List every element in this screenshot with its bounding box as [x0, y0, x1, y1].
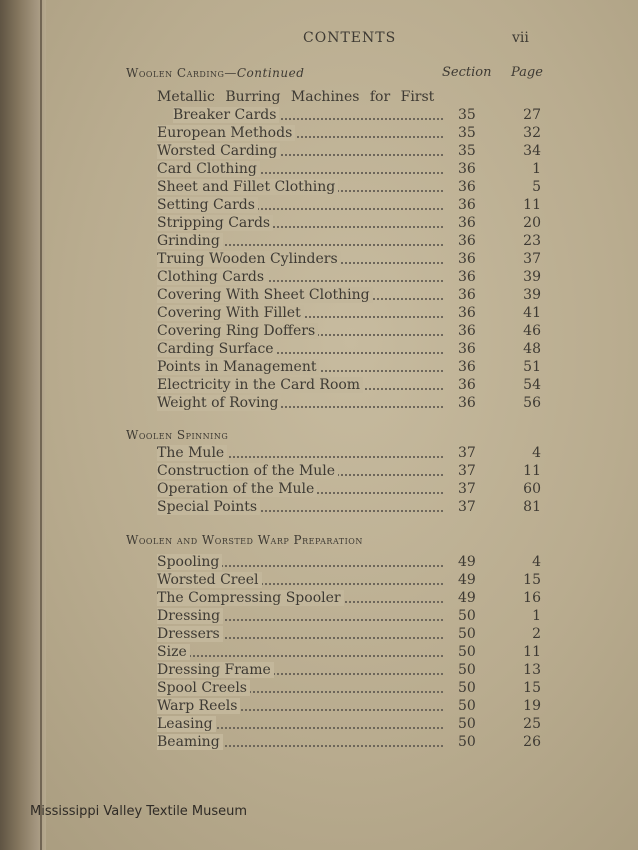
toc-entry-section: 37 — [458, 445, 476, 461]
toc-entry-title: Dressing — [157, 608, 223, 624]
toc-entry-title: The Compressing Spooler — [157, 590, 344, 606]
toc-entry-section: 36 — [458, 179, 476, 195]
toc-entry-page: 51 — [523, 359, 541, 375]
toc-entry — [157, 625, 447, 643]
toc-entry-page: 46 — [523, 323, 541, 339]
toc-entry-page: 54 — [523, 377, 541, 393]
spine-fold — [40, 0, 42, 850]
toc-entry-page: 32 — [523, 125, 541, 141]
toc-entry-section: 49 — [458, 554, 476, 570]
toc-entry-title: Carding Surface — [157, 341, 277, 357]
toc-entry-title: The Mule — [157, 445, 227, 461]
toc-entry-page: 1 — [532, 161, 541, 177]
toc-entry-section: 36 — [458, 287, 476, 303]
toc-entry — [157, 480, 447, 498]
section-heading — [126, 428, 228, 442]
toc-entry — [157, 160, 447, 178]
toc-entry — [157, 571, 447, 589]
toc-entry-title: Construction of the Mule — [157, 463, 338, 479]
page-title: CONTENTS — [303, 30, 397, 46]
section-heading-title: Woolen Spinning — [126, 428, 229, 442]
toc-entry-section: 37 — [458, 481, 476, 497]
toc-entry-page: 41 — [523, 305, 541, 321]
toc-entry-page: 26 — [523, 734, 541, 750]
toc-entry-title: Size — [157, 644, 190, 660]
toc-entry — [157, 661, 447, 679]
toc-entry-section: 36 — [458, 161, 476, 177]
toc-entry-title: Electricity in the Card Room — [157, 377, 363, 393]
toc-entry — [157, 607, 447, 625]
toc-entry-section: 50 — [458, 680, 476, 696]
section-heading-continued: —Continued — [224, 66, 305, 80]
toc-entry-title: Beaming — [157, 734, 223, 750]
toc-entry-title: Spool Creels — [157, 680, 250, 696]
toc-entry — [157, 358, 447, 376]
toc-entry — [157, 498, 447, 516]
toc-entry-page: 13 — [523, 662, 541, 678]
toc-entry-page: 4 — [532, 445, 541, 461]
toc-entry — [157, 340, 447, 358]
toc-entry-page: 60 — [523, 481, 541, 497]
toc-entry-section: 36 — [458, 251, 476, 267]
toc-entry-title: Weight of Roving — [157, 395, 281, 411]
toc-entry-title: Special Points — [157, 499, 260, 515]
toc-entry — [157, 250, 447, 268]
toc-entry-section: 50 — [458, 644, 476, 660]
toc-entry-page: 19 — [523, 698, 541, 714]
toc-entry-section: 50 — [458, 626, 476, 642]
toc-entry-section: 36 — [458, 269, 476, 285]
page-column-header: Page — [511, 65, 543, 80]
toc-entry-page: 16 — [523, 590, 541, 606]
toc-entry — [157, 124, 447, 142]
toc-entry-page: 23 — [523, 233, 541, 249]
toc-entry — [157, 643, 447, 661]
toc-entry — [157, 679, 447, 697]
toc-entry-page: 81 — [523, 499, 541, 515]
toc-entry-section: 36 — [458, 233, 476, 249]
toc-entry — [157, 553, 447, 571]
toc-entry-page: 34 — [523, 143, 541, 159]
toc-entry — [157, 178, 447, 196]
toc-entry — [157, 394, 447, 412]
watermark: Mississippi Valley Textile Museum — [30, 804, 248, 819]
toc-entry-page: 56 — [523, 395, 541, 411]
toc-entry — [157, 88, 447, 106]
toc-entry — [157, 376, 447, 394]
toc-entry-page: 2 — [532, 626, 541, 642]
toc-entry-page: 11 — [523, 644, 541, 660]
toc-entry-title: Warp Reels — [157, 698, 240, 714]
toc-entry — [157, 462, 447, 480]
toc-entry-page: 20 — [523, 215, 541, 231]
toc-entry-title: Worsted Creel — [157, 572, 262, 588]
toc-entry-section: 36 — [458, 395, 476, 411]
toc-entry-section: 50 — [458, 662, 476, 678]
toc-entry-page: 25 — [523, 716, 541, 732]
toc-entry-title: Grinding — [157, 233, 223, 249]
toc-entry-title: Truing Wooden Cylinders — [157, 251, 341, 267]
toc-entry-page: 15 — [523, 572, 541, 588]
toc-entry-page: 1 — [532, 608, 541, 624]
toc-entry-title: Covering With Fillet — [157, 305, 304, 321]
toc-entry — [157, 697, 447, 715]
toc-entry-title: Covering With Sheet Clothing — [157, 287, 373, 303]
section-column-header: Section — [442, 65, 492, 80]
section-heading — [126, 533, 363, 547]
toc-entry — [157, 715, 447, 733]
toc-entry-title: Setting Cards — [157, 197, 258, 213]
toc-entry-title: European Methods — [157, 125, 295, 141]
section-heading — [126, 66, 304, 80]
toc-entry-title: Covering Ring Doffers — [157, 323, 318, 339]
toc-entry — [173, 106, 447, 124]
toc-entry-section: 36 — [458, 377, 476, 393]
toc-entry-page: 37 — [523, 251, 541, 267]
toc-entry — [157, 589, 447, 607]
toc-entry — [157, 733, 447, 751]
toc-entry-page: 48 — [523, 341, 541, 357]
toc-entry-section: 35 — [458, 107, 476, 123]
toc-entry — [157, 304, 447, 322]
toc-entry-title: Points in Management — [157, 359, 319, 375]
toc-entry — [157, 232, 447, 250]
section-heading-title: Woolen Carding — [126, 66, 225, 80]
toc-entry-page: 11 — [523, 197, 541, 213]
toc-entry-section: 35 — [458, 143, 476, 159]
toc-entry-section: 50 — [458, 716, 476, 732]
toc-entry-title: Stripping Cards — [157, 215, 273, 231]
toc-entry — [157, 196, 447, 214]
toc-entry-page: 39 — [523, 287, 541, 303]
toc-entry-title: Spooling — [157, 554, 222, 570]
dot-leader — [157, 655, 443, 657]
toc-entry-page: 5 — [532, 179, 541, 195]
toc-entry — [157, 444, 447, 462]
toc-entry-section: 50 — [458, 698, 476, 714]
toc-entry-title: Operation of the Mule — [157, 481, 317, 497]
page-header — [0, 30, 638, 50]
toc-entry — [157, 214, 447, 232]
toc-entry-section: 37 — [458, 463, 476, 479]
toc-entry-page: 15 — [523, 680, 541, 696]
page-folio: vii — [512, 30, 529, 46]
toc-entry-section: 49 — [458, 590, 476, 606]
toc-entry — [157, 142, 447, 160]
toc-entry-title: Dressing Frame — [157, 662, 274, 678]
section-heading-title: Woolen and Worsted Warp Preparation — [126, 533, 363, 547]
toc-entry-section: 36 — [458, 197, 476, 213]
toc-entry-page: 39 — [523, 269, 541, 285]
toc-entry-page: 4 — [532, 554, 541, 570]
toc-entry — [157, 268, 447, 286]
toc-entry-title: Card Clothing — [157, 161, 260, 177]
toc-entry-title: Worsted Carding — [157, 143, 280, 159]
toc-entry-page: 27 — [523, 107, 541, 123]
toc-entry-section: 49 — [458, 572, 476, 588]
toc-entry-section: 36 — [458, 341, 476, 357]
toc-entry-section: 36 — [458, 359, 476, 375]
toc-entry-title: Dressers — [157, 626, 223, 642]
toc-entry — [157, 286, 447, 304]
toc-entry-section: 50 — [458, 608, 476, 624]
toc-entry-section: 50 — [458, 734, 476, 750]
toc-entry-title: Metallic Burring Machines for First — [157, 89, 435, 105]
toc-entry-title: Leasing — [157, 716, 216, 732]
toc-entry-page: 11 — [523, 463, 541, 479]
toc-entry-section: 36 — [458, 215, 476, 231]
toc-entry-title: Clothing Cards — [157, 269, 267, 285]
toc-entry-section: 35 — [458, 125, 476, 141]
toc-entry-title: Sheet and Fillet Clothing — [157, 179, 338, 195]
toc-entry — [157, 322, 447, 340]
toc-entry-section: 36 — [458, 323, 476, 339]
toc-entry-section: 37 — [458, 499, 476, 515]
toc-entry-title: Breaker Cards — [173, 107, 279, 123]
toc-entry-section: 36 — [458, 305, 476, 321]
